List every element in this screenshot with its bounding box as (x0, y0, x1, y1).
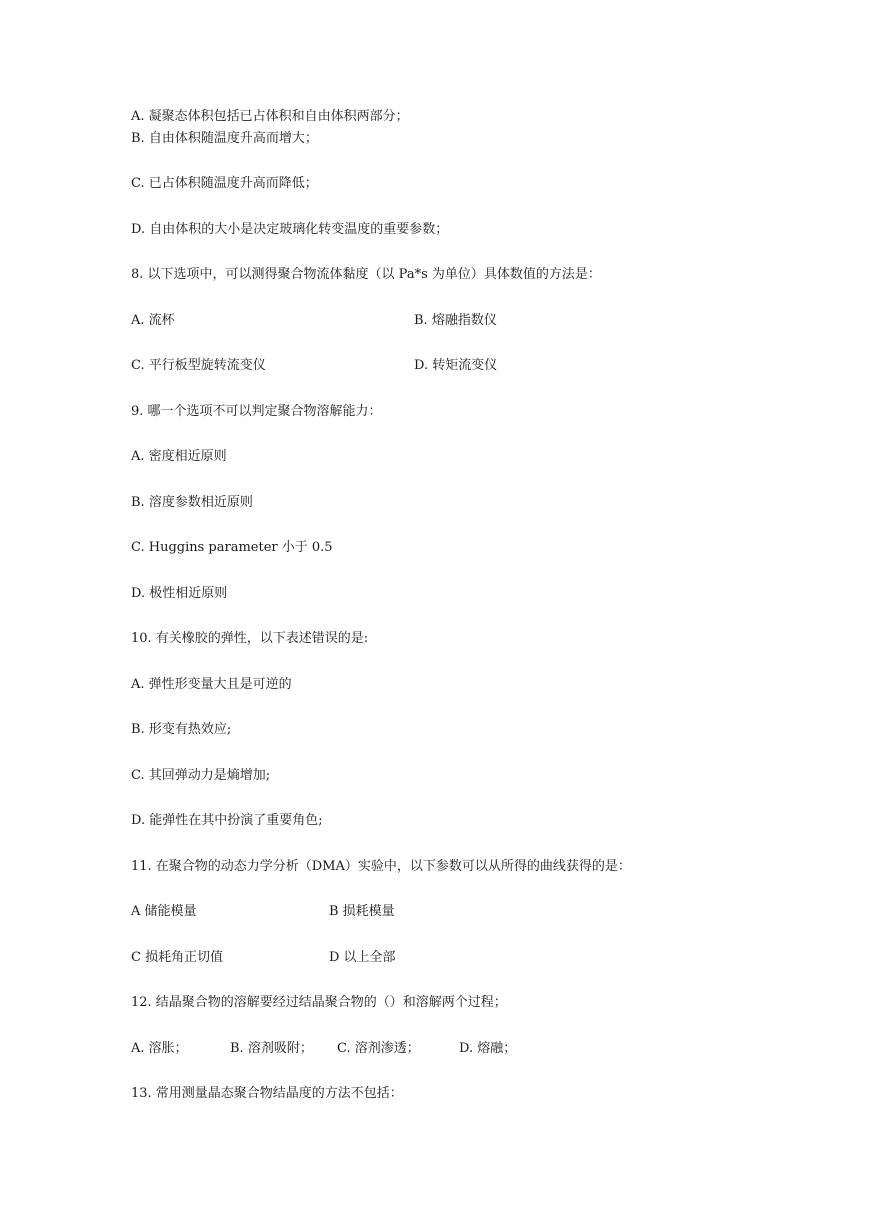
q11-option-c: C 损耗角正切值 (131, 950, 224, 965)
q8-stem: 8. 以下选项中，可以测得聚合物流体黏度（以 Pa*s 为单位）具体数值的方法是： (131, 267, 601, 282)
q8-option-c: C. 平行板型旋转流变仪 (131, 358, 266, 373)
q11-options-row-2 (131, 949, 396, 967)
q9-option-d: D. 极性相近原则 (131, 586, 228, 601)
q9-option-a: A. 密度相近原则 (131, 449, 227, 464)
q10-option-a: A. 弹性形变量大且是可逆的 (131, 677, 292, 692)
q12-option-a: A. 溶胀； (131, 1041, 188, 1056)
q8-option-b: B. 熔融指数仪 (414, 313, 497, 328)
q7-option-c: C. 已占体积随温度升高而降低； (131, 176, 318, 191)
q12-option-b: B. 溶剂吸附； (230, 1041, 313, 1056)
q12-option-d: D. 熔融； (459, 1041, 517, 1056)
q11-option-a: A 储能模量 (131, 904, 197, 919)
q9-stem: 9. 哪一个选项不可以判定聚合物溶解能力： (131, 404, 382, 419)
q11-stem: 11. 在聚合物的动态力学分析（DMA）实验中，以下参数可以从所得的曲线获得的是： (131, 859, 631, 874)
q10-option-b: B. 形变有热效应; (131, 722, 232, 737)
q8-option-d: D. 转矩流变仪 (414, 358, 498, 373)
q10-stem: 10. 有关橡胶的弹性，以下表述错误的是: (131, 631, 369, 646)
q12-stem: 12. 结晶聚合物的溶解要经过结晶聚合物的（）和溶解两个过程； (131, 995, 507, 1010)
q7-option-b: B. 自由体积随温度升高而增大； (131, 131, 318, 146)
q7-option-d: D. 自由体积的大小是决定玻璃化转变温度的重要参数； (131, 222, 449, 237)
q12-option-c: C. 溶剂渗透； (337, 1041, 420, 1056)
q11-options-row-1 (131, 903, 395, 921)
q12-options-row (131, 1040, 516, 1058)
q11-option-d: D 以上全部 (329, 950, 396, 965)
q9-option-b: B. 溶度参数相近原则 (131, 495, 253, 510)
q8-options-row-2 (131, 357, 497, 375)
q8-option-a: A. 流杯 (131, 313, 175, 328)
q13-stem: 13. 常用测量晶态聚合物结晶度的方法不包括： (131, 1086, 403, 1101)
q9-option-c: C. Huggins parameter 小于 0.5 (131, 540, 333, 555)
q7-option-a: A. 凝聚态体积包括已占体积和自由体积两部分； (131, 109, 409, 124)
q8-options-row-1 (131, 312, 497, 330)
q10-option-c: C. 其回弹动力是熵增加; (131, 768, 271, 783)
q10-option-d: D. 能弹性在其中扮演了重要角色; (131, 813, 323, 828)
q11-option-b: B 损耗模量 (329, 904, 395, 919)
